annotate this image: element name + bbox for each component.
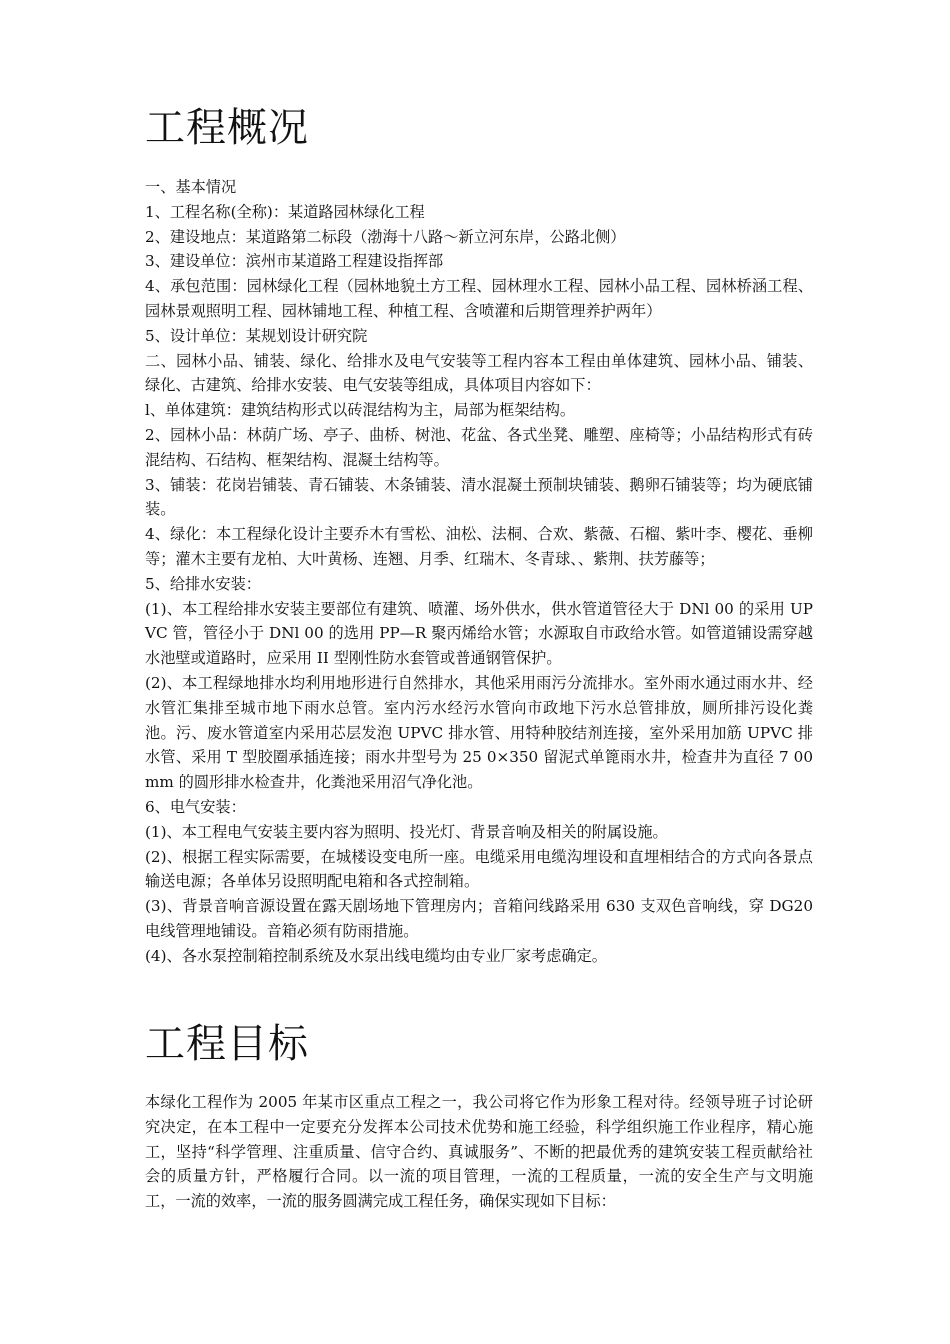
paragraph: 5、设计单位：某规划设计研究院 [145,326,368,345]
overview-body [145,175,813,969]
paragraph: 3、铺装：花岗岩铺装、青石铺装、木条铺装、清水混凝土预制块铺装、鹅卵石铺装等；均为硬底铺装。 [145,475,813,519]
section-heading-goals: 工程目标 [145,1021,309,1067]
paragraph: (2)、根据工程实际需要，在城楼设变电所一座。电缆采用电缆沟埋设和直埋相结合的方式向各景点输送电源；各单体另设照明配电箱和各式控制箱。 [145,847,813,891]
paragraph: 4、承包范围：园林绿化工程（园林地貌土方工程、园林理水工程、园林小品工程、园林桥涵工程、园林景观照明工程、园林铺地工程、种植工程、含喷灌和后期管理养护两年） [145,277,813,320]
paragraph: (1)、本工程电气安装主要内容为照明、投光灯、背景音响及相关的附属设施。 [145,822,668,841]
paragraph: 2、园林小品：林荫广场、亭子、曲桥、树池、花盆、各式坐凳、雕塑、座椅等；小品结构形式有砖混结构、石结构、框架结构、混凝土结构等。 [145,425,813,469]
paragraph: 6、电气安装： [145,797,246,816]
paragraph: 本绿化工程作为 2005 年某市区重点工程之一，我公司将它作为形象工程对待。经领导班子讨论研究决定，在本工程中一定要充分发挥本公司技术优势和施工经验，科学组织施工作业程序，精心施工，坚持“科学管理、注重质量、信守合约、真诚服务”、不断的把最优秀的建筑安装工程贡献给社会的质量方针，严格履行合同。以一流的项目管理，一流的工程质量，一流的安全生产与文明施工，一流的效率，一流的服务圆满完成工程任务，确保实现如下目标： [145,1093,813,1211]
paragraph: 3、建设单位：滨州市某道路工程建设指挥部 [145,252,444,271]
paragraph: (4)、各水泵控制箱控制系统及水泵出线电缆均由专业厂家考虑确定。 [145,946,607,965]
paragraph: l、单体建筑：建筑结构形式以砖混结构为主，局部为框架结构。 [145,401,576,420]
paragraph: 4、绿化：本工程绿化设计主要乔木有雪松、油松、法桐、合欢、紫薇、石榴、紫叶李、樱花、垂柳等；灌木主要有龙柏、大叶黄杨、连翘、月季、红瑞木、冬青球、、紫荆、扶芳藤等； [145,525,813,568]
paragraph: (3)、背景音响音源设置在露天剧场地下管理房内；音箱问线路采用 630 支双色音响线，穿 DG20 电线管理地铺设。音箱必须有防雨措施。 [145,897,813,940]
goals-body [145,1090,813,1214]
paragraph: 二、园林小品、铺装、绿化、给排水及电气安装等工程内容本工程由单体建筑、园林小品、铺装、绿化、古建筑、给排水安装、电气安装等组成，具体项目内容如下： [145,351,813,395]
paragraph: 5、给排水安装： [145,574,261,593]
paragraph: 1、工程名称(全称)：某道路园林绿化工程 [145,202,425,221]
section-heading-overview: 工程概况 [145,105,309,151]
paragraph: (2)、本工程绿地排水均利用地形进行自然排水，其他采用雨污分流排水。室外雨水通过雨水井、经水管汇集排至城市地下雨水总管。室内污水经污水管向市政地下污水总管排放，厕所排污设化粪池。污、废水管道室内采用芯层发泡 UPVC 排水管、用特种胶结剂连接，室外采用加筋 UPVC 排水管、采用 T 型胶圈承插连接；雨水井型号为 25 0×350 留泥式单篦雨水井，检查井为直径 7 00mm 的圆形排水检查井，化粪池采用沼气净化池。 [145,673,813,792]
paragraph: (1)、本工程给排水安装主要部位有建筑、喷灌、场外供水，供水管道管径大于 DNl 00 的采用 UPVC 管，管径小于 DNl 00 的选用 PP—R 聚丙烯给水管；水源取自市政给水管。如管道铺设需穿越水池壁或道路时，应采用 II 型刚性防水套管或普通钢管保护。 [145,599,813,668]
paragraph: 一、基本情况 [145,178,237,196]
paragraph: 2、建设地点：某道路第二标段（渤海十八路～新立河东岸，公路北侧） [145,227,626,246]
